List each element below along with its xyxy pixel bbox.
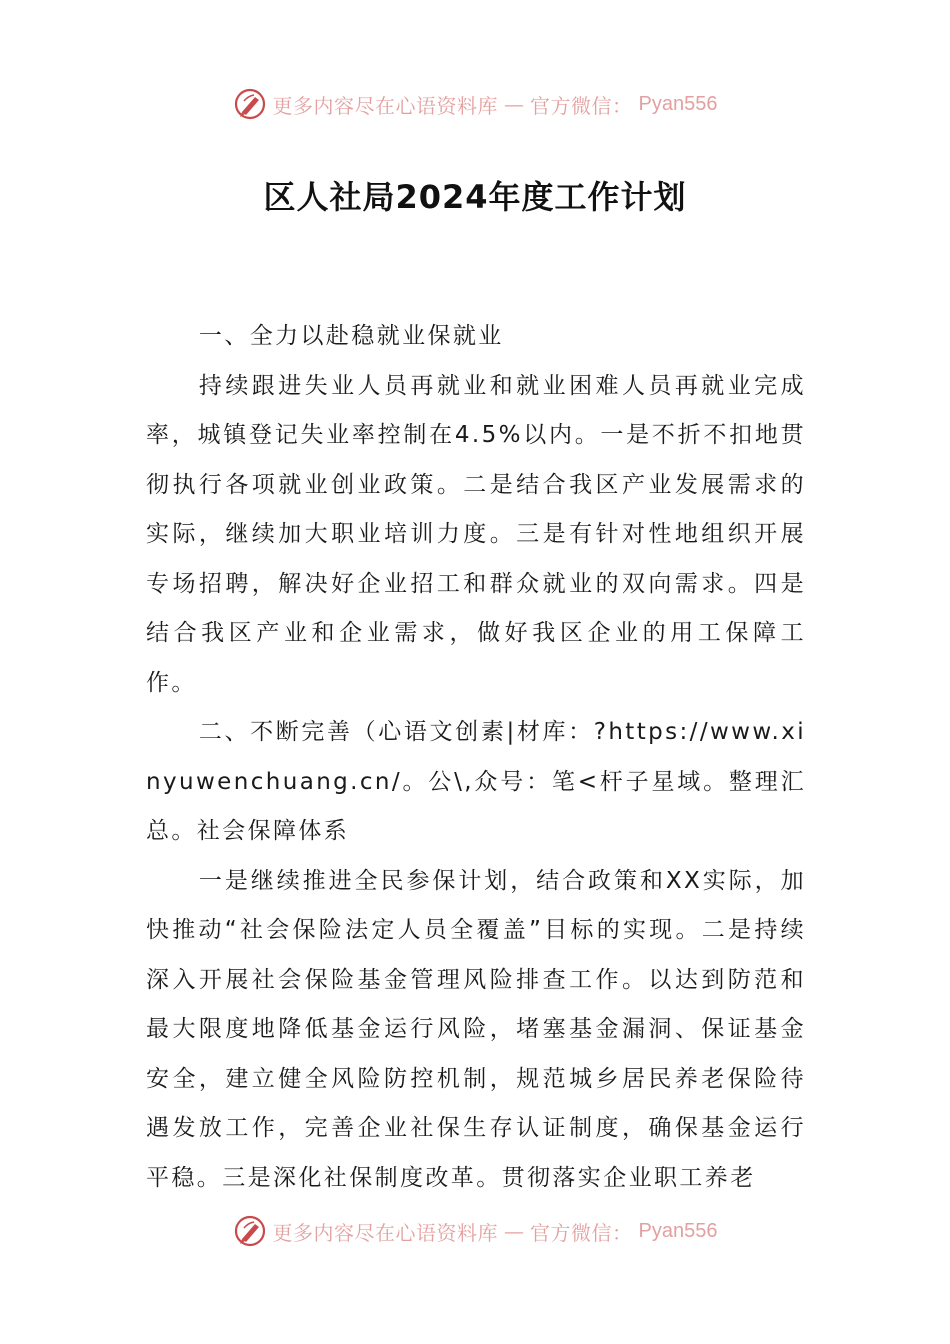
watermark-account: Pyan556 [638,92,718,115]
paragraph-social-security: 一是继续推进全民参保计划，结合政策和XX实际，加快推动“社会保险法定人员全覆盖”目标的实现。二是持续深入开展社会保险基金管理风险排查工作。以达到防范和最大限度地降低基金运行风险，堵塞基金漏洞、保证基金安全，建立健全风险防控机制，规范城乡居民养老保险待遇发放工作，完善企业社保生存认证制度，确保基金运行平稳。三是深化社保制度改革。贯彻落实企业职工养老 [146,867,806,1191]
watermark-label: 官方微信： [530,93,633,118]
header-watermark [0,84,950,124]
watermark-separator: — [504,92,525,116]
pen-nib-logo-icon [233,1214,267,1248]
watermark-row [233,1214,718,1248]
watermark-text: 更多内容尽在心语资料库 [272,93,499,118]
watermark-text: 更多内容尽在心语资料库 [272,1220,499,1245]
watermark-account: Pyan556 [638,1219,718,1242]
section-heading-2: 二、不断完善（心语文创素|材库：?https://www.xinyuwenchuang.cn/。公\,众号：笔<杆子星域。整理汇总。社会保障体系 [146,719,806,844]
footer-watermark [0,1211,950,1251]
section-heading-1: 一、全力以赴稳就业保就业 [198,323,504,349]
watermark-row [233,87,718,121]
document-title: 区人社局2024年度工作计划 [263,178,687,216]
watermark-label: 官方微信： [530,1220,633,1245]
pen-nib-logo-icon [233,87,267,121]
document-body [146,312,806,1203]
watermark-separator: — [504,1219,525,1243]
paragraph-employment: 持续跟进失业人员再就业和就业困难人员再就业完成率，城镇登记失业率控制在4.5%以内。一是不折不扣地贯彻执行各项就业创业政策。二是结合我区产业发展需求的实际，继续加大职业培训力度。三是有针对性地组织开展专场招聘，解决好企业招工和群众就业的双向需求。四是结合我区产业和企业需求，做好我区企业的用工保障工作。 [146,372,806,696]
